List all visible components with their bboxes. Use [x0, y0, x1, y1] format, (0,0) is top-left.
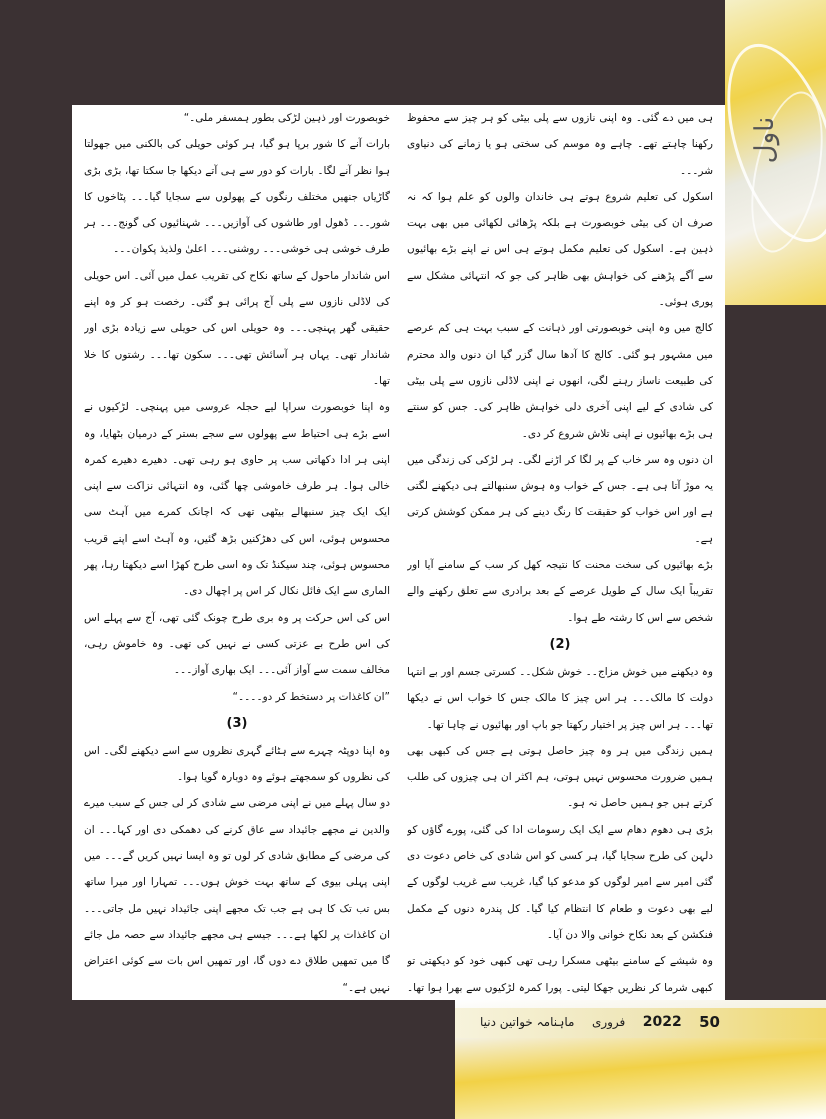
paragraph: ہی میں دے گئی۔ وہ اپنی نازوں سے پلی بیٹی کو ہر چیز سے محفوظ رکھنا چاہتے تھے۔ چاہے وہ موسم کی سختی ہو یا زمانے کی دنیاوی شر۔۔۔	[407, 112, 713, 177]
article-page	[72, 105, 725, 1000]
section-number: (2)	[549, 636, 571, 652]
issue-year: 2022	[642, 1014, 682, 1030]
paragraph: وہ اپنا دوپٹہ چہرے سے ہٹائے گہری نظروں سے اسے دیکھنے لگی۔ اس کی نظروں کو سمجھتے ہوئے وہ دوبارہ گویا ہوا۔	[84, 744, 390, 784]
paragraph: بڑے بھائیوں کی سخت محنت کا نتیجہ کھل کر سب کے سامنے آیا اور تقریباً ایک سال کے طویل عرصے کے بعد برادری سے تعلق رکھنے والے شخص سے اس کا رشتہ طے ہوا۔	[407, 559, 713, 624]
paragraph: خوبصورت اور ذہین لڑکی بطور ہمسفر ملی۔“	[183, 112, 390, 124]
paragraph: بارات آنے کا شور برپا ہو گیا، ہر کوئی حویلی کی بالکنی میں جھولتا ہوا نظر آنے لگا۔ بارات کو دور سے ہی آتے دیکھا جا سکتا تھا، بڑی بڑی گاڑیاں جنھیں مختلف رنگوں کے پھولوں سے سجایا گیا۔۔۔ پٹاخوں کا شور۔۔۔ ڈھول اور طاشوں کی آوازیں۔۔۔ شہنائیوں کی گونج۔۔۔ ہر طرف خوشی ہی خوشی۔۔۔ روشنی۔۔۔ اعلیٰ ولذیذ پکوان۔۔۔	[84, 138, 390, 256]
issue-month: فروری	[591, 1015, 626, 1029]
paragraph: اس کی اس حرکت پر وہ بری طرح چونک گئی تھی، آج سے پہلے اس کی اس طرح بے عزتی کسی نے نہیں کی تھی۔ وہ خاموش رہی، مخالف سمت سے آواز آئی۔۔۔ ایک بھاری آواز۔۔۔	[84, 611, 390, 677]
left-text-column	[84, 105, 390, 1000]
paragraph: ”ان کاغذات پر دستخط کر دو۔۔۔۔“	[232, 690, 390, 703]
section-title: ناول	[750, 116, 780, 164]
paragraph: وہ اپنا خوبصورت سراپا لیے حجلہ عروسی میں پہنچی۔ لڑکیوں نے اسے بڑے ہی احتیاط سے پھولوں سے سجے بستر کے درمیان بٹھایا، وہ اپنی ہر ادا دکھاتی سب پر حاوی ہو رہی تھی۔ دھیرے دھیرے کمرہ خالی ہوا۔ ہر طرف خاموشی چھا گئی، وہ انتہائی نزاکت سے اپنی ایک ایک چیز سنبھالے بیٹھی تھی کہ اچانک کمرے میں آہٹ سی محسوس ہوئی، اس کی دھڑکنیں بڑھ گئیں، وہ آہٹ اسے اپنے قریب محسوس ہوئی، چند سیکنڈ تک وہ اسی طرح کھڑا اسے دیکھتا رہا، پھر الماری سے ایک فائل نکال کر اس پر اچھال دی۔	[84, 401, 390, 598]
paragraph: بڑی ہی دھوم دھام سے ایک ایک رسومات ادا کی گئی، پورے گاؤں کو دلہن کی طرح سجایا گیا، ہر کسی کو اس شادی کی خاص دعوت دی گئی امیر سے امیر لوگوں کو مدعو کیا گیا، غریب سے غریب لوگوں کے لیے بھی دعوت و طعام کا انتظام کیا گیا۔ کل پندرہ دنوں کے مکمل فنکشن کے بعد نکاح خوانی والا دن آیا۔	[407, 823, 713, 941]
paragraph: کالج میں وہ اپنی خوبصورتی اور ذہانت کے سبب بہت ہی کم عرصے میں مشہور ہو گئی۔ کالج کا آدھا سال گزر گیا ان دنوں والد محترم کی طبیعت ناساز رہنے لگی، انھوں نے اپنی لاڈلی نازوں سے پلی بیٹی کی شادی کے لیے اپنی آخری دلی خواہش ظاہر کی۔ جس کو سنتے ہی بڑے بھائیوں نے اپنی تلاش شروع کر دی۔	[407, 322, 713, 440]
page-number: 50	[699, 1013, 720, 1031]
paragraph: اسکول کی تعلیم شروع ہوتے ہی خاندان والوں کو علم ہوا کہ نہ صرف ان کی بیٹی خوبصورت ہے بلکہ پڑھائی لکھائی میں بھی بہت ذہین ہے۔ اسکول کی تعلیم مکمل ہوتے ہی اس نے اپنے بڑے بھائیوں سے آگے پڑھنے کی خواہش بھی ظاہر کی جو کہ انتہائی مشکل سے پوری ہوئی۔	[407, 190, 713, 309]
paragraph: وہ شیشے کے سامنے بیٹھی مسکرا رہی تھی کبھی خود کو دیکھتی تو کبھی شرما کر نظریں جھکا لیتی۔ پورا کمرہ لڑکیوں سے بھرا ہوا تھا۔	[407, 955, 713, 994]
magazine-name: ماہنامہ خواتین دنیا	[480, 1015, 575, 1029]
paragraph: ہمیں زندگی میں ہر وہ چیز حاصل ہوتی ہے جس کی کبھی بھی ہمیں ضرورت محسوس نہیں ہوتی، ہم اکثر ان ہی چیزوں کی طلب کرتے ہیں جو ہمیں حاصل نہ ہو۔	[407, 744, 713, 810]
paragraph: دو سال پہلے میں نے اپنی مرضی سے شادی کر لی جس کے سبب میرے والدین نے مجھے جائیداد سے عاق کرنے کی دھمکی دی اور کہا۔۔۔ ان کی مرضی کے مطابق شادی کر لوں تو وہ ایسا نہیں کریں گے۔۔۔ میں اپنی پہلی بیوی کے ساتھ بہت خوش ہوں۔۔۔ تمہارا اور میرا ساتھ بس تب تک کا ہی ہے جب تک مجھے اپنی جائیداد نہیں مل جاتی۔۔۔ ان کاغذات پر لکھا ہے۔۔۔ جیسے ہی مجھے جائیداد سے حصہ مل جائے گا میں تمھیں طلاق دے دوں گا، اور تمھیں اس بات سے کوئی اعتراض نہیں ہے۔“	[84, 797, 390, 994]
paragraph: ان دنوں وہ سر خاب کے پر لگا کر اڑنے لگی۔ ہر لڑکی کی زندگی میں یہ موڑ آتا ہی ہے۔ جس کے خواب وہ ہوش سنبھالتے ہی دیکھنے لگتی ہے اور اس خواب کو حقیقت کا رنگ دینے کی ہر ممکن کوشش کرتی ہے۔	[407, 453, 713, 545]
section-number: (3)	[226, 715, 248, 731]
right-text-column	[407, 105, 713, 1000]
page-footer	[480, 1010, 720, 1034]
paragraph: اس شاندار ماحول کے ساتھ نکاح کی تقریب عمل میں آئی۔ اس حویلی کی لاڈلی نازوں سے پلی آج پرائی ہو گئی۔ رخصت ہو کر وہ اپنے حقیقی گھر پہنچی۔۔۔ وہ حویلی اس کی حویلی سے زیادہ بڑی اور شاندار تھی۔ یہاں ہر آسائش تھی۔۔۔ سکون تھا۔۔۔ رشتوں کا خلا تھا۔	[84, 269, 390, 387]
paragraph: وہ دیکھنے میں خوش مزاج۔۔ خوش شکل۔۔ کسرتی جسم اور بے انتہا دولت کا مالک۔۔۔ ہر اس چیز کا مالک جس کا خواب اس نے دیکھا تھا۔۔۔ ہر اس چیز پر اختیار رکھتا جو باپ اور بھائیوں نے چاہا تھا۔	[407, 665, 713, 731]
